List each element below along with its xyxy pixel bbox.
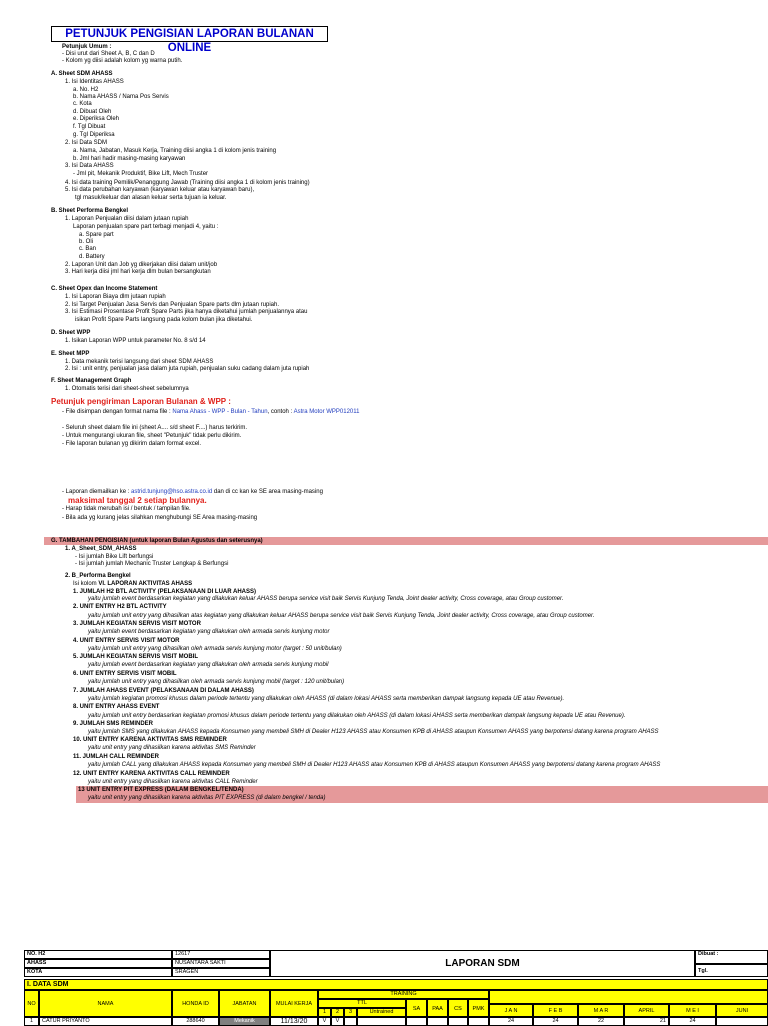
pengiriman-line: - Bila ada yg kurang jelas silahkan menghubungi SE Area masing-masing <box>62 515 258 521</box>
section-a-heading: A. Sheet SDM AHASS <box>51 71 113 77</box>
g-a-heading: 1. A_Sheet_SDM_AHASS <box>65 546 137 552</box>
col-month-apr: APRIL <box>624 1004 669 1017</box>
file-contoh: Astra Motor WPP012011 <box>293 409 360 415</box>
col-t3: 3 <box>344 1008 357 1017</box>
col-untrained: Untrained <box>357 1008 406 1017</box>
row-untrained[interactable] <box>357 1017 406 1026</box>
kota-value[interactable]: SRAGEN <box>172 968 270 977</box>
col-training: TRAINING <box>318 990 489 999</box>
laporan-sdm-table <box>24 950 768 1024</box>
col-month-jan: J A N <box>489 1004 533 1017</box>
row-mulai-kerja[interactable]: 11/13/20 <box>270 1017 318 1026</box>
section-a-line: - Jml pit, Mekanik Produktif, Bike Lift, Mech Truster <box>73 171 209 177</box>
section-b-line: 3. Hari kerja diisi jml hari kerja dlm bulan bersangkutan <box>65 269 211 275</box>
file-format-pattern: Nama Ahass - WPP - Bulan - Tahun <box>172 409 268 415</box>
activity-item-desc: yaitu jumlah SMS yang dilakukan AHASS kepada Konsumen yang membeli SMH di Dealer H123 AHASS atau Konsumen KPB di AHASS ataupun Konsumen AHASS yang berpotensi datang karena program AHASS <box>88 729 659 735</box>
g-b-intro-bold: VI. LAPORAN AKTIVITAS AHASS <box>98 581 193 587</box>
file-format-line <box>62 409 360 416</box>
col-nama: NAMA <box>39 990 172 1017</box>
row-month-juni[interactable] <box>716 1017 768 1026</box>
section-a-line: 4. Isi data training Pemilik/Penanggung Jawab (Training diisi angka 1 di kolom jenis training) <box>65 180 310 186</box>
section-c-line: isikan Profit Spare Parts langsung pada kolom bulan jika diketahui. <box>75 317 253 323</box>
row-t1[interactable]: V <box>318 1017 331 1026</box>
pengiriman-heading: Petunjuk pengiriman Laporan Bulanan & WPP : <box>51 397 231 406</box>
no-h2-value[interactable]: 12617 <box>172 950 270 959</box>
col-mulai-kerja: MULAI KERJA <box>270 990 318 1017</box>
row-t3[interactable] <box>344 1017 357 1026</box>
col-paa: PAA <box>427 999 448 1017</box>
report-title: LAPORAN SDM <box>445 958 520 969</box>
section-a-line: f. Tgl Dibuat <box>73 124 106 130</box>
section-data-sdm: I. DATA SDM <box>24 979 768 990</box>
activity-item-desc: yaitu jumlah unit entry yang dihasilkan atas kegiatan yang dilakukan keluar AHASS berupa service visit baik Servis Kunjung Tenda, Joint dealer activity, Cross coverage, atau Group customer. <box>88 613 595 619</box>
page-title: PETUNJUK PENGISIAN LAPORAN BULANAN ONLINE <box>51 26 328 42</box>
col-sa: SA <box>406 999 427 1017</box>
activity-item-desc: yaitu jumlah unit entry yang dihasilkan oleh armada servis kunjung mobil (target : 120 unit/bulan) <box>88 679 345 685</box>
pengiriman-line: - Untuk mengurangi ukuran file, sheet "Petunjuk" tidak perlu dikirim. <box>62 433 242 439</box>
activity-item-desc: yaitu unit entry yang dihasilkan karena aktivitas SMS Reminder <box>88 745 256 751</box>
section-b-line: a. Spare part <box>79 232 114 238</box>
col-ttl: TTL <box>318 999 406 1008</box>
section-f-line: 1. Otomatis terisi dari sheet-sheet sebelumnya <box>65 386 189 392</box>
activity-item-desc: yaitu unit entry yang dihasilkan karena aktivitas CALL Reminder <box>88 779 258 785</box>
section-b-line: Laporan penjualan spare part terbagi menjadi 4, yaitu : <box>73 224 219 230</box>
col-month-feb: F E B <box>533 1004 578 1017</box>
activity-item-desc: yaitu jumlah kegiatan promosi khusus dalam periode tertentu yang dilakukan oleh AHASS (di dalam lokasi AHASS serta memberikan dampak langsung kepada UE atau Revenue). <box>88 696 565 702</box>
umum-line: - Disi urut dari Sheet A, B, C dan D <box>62 51 155 57</box>
activity-item-heading: 6. UNIT ENTRY SERVIS VISIT MOBIL <box>73 671 177 677</box>
pengiriman-line: - File laporan bulanan yg dikirim dalam format excel. <box>62 441 202 447</box>
section-b-heading: B. Sheet Performa Bengkel <box>51 208 129 214</box>
col-month-juni: JUNI <box>716 1004 768 1017</box>
g-a-line: - Isi jumlah jumlah Mechanic Truster Lengkap & Berfungsi <box>75 561 229 567</box>
file-format-prefix: - File disimpan dengan format nama file : <box>62 409 173 415</box>
jumlah-hadir-header <box>489 990 768 1004</box>
activity-item-heading: 3. JUMLAH KEGIATAN SERVIS VISIT MOTOR <box>73 621 201 627</box>
row-jabatan[interactable]: Mekanik <box>219 1017 270 1026</box>
col-honda-id: HONDA ID <box>172 990 219 1017</box>
activity-item-desc: yaitu jumlah unit entry berdasarkan kegiatan promosi khusus dalam periode tertentu yang dilakukan oleh AHASS (di dalam lokasi AHASS serta memberikan dampak langsung kepada UE atau Revenue). <box>88 713 626 719</box>
activity-item-heading: 2. UNIT ENTRY H2 BTL ACTIVITY <box>73 604 167 610</box>
g-a-line: - Isi jumlah Bike Lift berfungsi <box>75 554 154 560</box>
section-e-heading: E. Sheet MPP <box>51 351 90 357</box>
section-d-heading: D. Sheet WPP <box>51 330 91 336</box>
col-jabatan: JABATAN <box>219 990 270 1017</box>
section-b-line: d. Battery <box>79 254 105 260</box>
kota-label: KOTA <box>24 968 172 977</box>
activity-item-desc: yaitu jumlah event berdasarkan kegiatan yang dilakukan oleh armada servis kunjung motor <box>88 629 330 635</box>
pengiriman-line: - Harap tidak merubah isi / bentuk / tampilan file. <box>62 506 191 512</box>
umum-heading: Petunjuk Umum : <box>62 44 112 50</box>
no-h2-label: NO. H2 <box>24 950 172 959</box>
email-suffix: dan di cc kan ke SE area masing-masing <box>212 489 323 495</box>
section-a-line: d. Dibuat Oleh <box>73 109 112 115</box>
activity-item-heading: 12. UNIT ENTRY KARENA AKTIVITAS CALL REMINDER <box>73 771 230 777</box>
activity-item-heading: 1. JUMLAH H2 BTL ACTIVITY (PELAKSANAAN DI LUAR AHASS) <box>73 589 257 595</box>
section-a-line: g. Tgl Diperiksa <box>73 132 115 138</box>
tgl-label: Tgl. <box>695 964 768 977</box>
activity-item-heading: 7. JUMLAH AHASS EVENT (PELAKSANAAN DI DALAM AHASS) <box>73 688 254 694</box>
umum-line: - Kolom yg diisi adalah kolom yg warna putih. <box>62 58 183 64</box>
section-a-line: b. Nama AHASS / Nama Pos Servis <box>73 94 169 100</box>
g-b-heading: 2. B_Performa Bengkel <box>65 573 131 579</box>
activity-item-desc: yaitu jumlah unit entry yang dihasilkan oleh armada servis kunjung motor (target : 50 unit/bulan) <box>88 646 342 652</box>
activity-item-desc: yaitu jumlah CALL yang dilakukan AHASS kepada Konsumen yang membeli SMH di Dealer H123 AHASS atau Konsumen KPB di AHASS ataupun Konsumen AHASS yang berpotensi datang karena program AHASS <box>88 762 661 768</box>
email-line <box>62 489 323 496</box>
row-sa[interactable] <box>406 1017 427 1026</box>
section-a-line: 3. Isi Data AHASS <box>65 163 114 169</box>
deadline-text: maksimal tanggal 2 setiap bulannya. <box>68 496 207 505</box>
activity-item-desc: yaitu unit entry yang dihasilkan karena aktivitas PIT EXPRESS (di dalam bengkel / tenda) <box>88 795 326 801</box>
section-e-line: 1. Data mekanik terisi langsung dari sheet SDM AHASS <box>65 359 214 365</box>
section-a-line: a. No. H2 <box>73 87 99 93</box>
section-b-line: b. Oli <box>79 239 94 245</box>
section-a-line: c. Kota <box>73 101 92 107</box>
activity-item-heading: 11. JUMLAH CALL REMINDER <box>73 754 159 760</box>
section-c-line: 3. Isi Estimasi Prosentase Profit Spare Parts jika hanya diketahui jumlah penjualannya atau <box>65 309 308 315</box>
section-a-line: 2. Isi Data SDM <box>65 140 108 146</box>
email-prefix: - Laporan diemailkan ke : <box>62 489 132 495</box>
ahass-label: AHASS <box>24 959 172 968</box>
activity-item-heading: 9. JUMLAH SMS REMINDER <box>73 721 154 727</box>
activity-item-heading: 10. UNIT ENTRY KARENA AKTIVITAS SMS REMINDER <box>73 737 227 743</box>
section-c-line: 2. Isi Target Penjualan Jasa Servis dan Penjualan Spare parts dlm jutaan rupiah. <box>65 302 280 308</box>
activity-item-heading: 8. UNIT ENTRY AHASS EVENT <box>73 704 160 710</box>
section-f-heading: F. Sheet Management Graph <box>51 378 132 384</box>
row-nama[interactable]: CATUR PRIYANTO <box>39 1017 172 1026</box>
section-g-heading: G. TAMBAHAN PENGISIAN (untuk laporan Bulan Agustus dan seterusnya) <box>51 538 263 544</box>
section-e-line: 2. Isi : unit entry, penjualan jasa dalam juta rupiah, penjualan suku cadang dalam juta rupiah <box>65 366 310 372</box>
col-t1: 1 <box>318 1008 331 1017</box>
section-a-line: a. Nama, Jabatan, Masuk Kerja, Training diisi angka 1 di kolom jenis training <box>73 148 277 154</box>
activity-item-desc: yaitu jumlah event berdasarkan kegiatan yang dilakukan keluar AHASS berupa service visit baik Servis Kunjung Tenda, Joint dealer activity, Cross coverage, atau Group customer. <box>88 596 564 602</box>
section-d-line: 1. Isikan Laporan WPP untuk parameter No. 8 s/d 14 <box>65 338 206 344</box>
row-month-apr[interactable]: 21 <box>624 1017 669 1026</box>
col-t2: 2 <box>331 1008 344 1017</box>
section-c-heading: C. Sheet Opex dan Income Statement <box>51 286 158 292</box>
row-t2[interactable]: V <box>331 1017 344 1026</box>
col-pmk: PMK <box>468 999 489 1017</box>
dibuat-label: Dibuat : <box>695 950 768 964</box>
activity-item-heading: 4. UNIT ENTRY SERVIS VISIT MOTOR <box>73 638 180 644</box>
section-a-line: b. Jml hari hadir masing-masing karyawan <box>73 156 186 162</box>
activity-item-desc: yaitu jumlah event berdasarkan kegiatan yang dilakukan oleh armada servis kunjung mobil <box>88 662 329 668</box>
row-month-mei[interactable]: 24 <box>669 1017 716 1026</box>
activity-item-heading: 5. JUMLAH KEGIATAN SERVIS VISIT MOBIL <box>73 654 199 660</box>
row-no: 1 <box>24 1017 39 1026</box>
section-a-line: tgl masuk/keluar dan alasan keluar serta tujuan ia keluar. <box>75 195 227 201</box>
section-b-line: 2. Laporan Unit dan Job yg dikerjakan diisi dalam unit/job <box>65 262 218 268</box>
row-honda-id[interactable]: 288640 <box>172 1017 219 1026</box>
row-paa[interactable] <box>427 1017 448 1026</box>
section-c-line: 1. Isi Laporan Biaya dlm jutaan rupiah <box>65 294 166 300</box>
row-cs[interactable] <box>448 1017 468 1026</box>
g-b-intro-prefix: Isi kolom <box>73 581 99 587</box>
g-b-intro <box>73 581 192 588</box>
row-pmk[interactable] <box>468 1017 489 1026</box>
pengiriman-line: - Seluruh sheet dalam file ini (sheet A.... s/d sheet F....) harus terkirim. <box>62 425 248 431</box>
row-month-jan[interactable]: 24 <box>489 1017 533 1026</box>
section-a-line: 5. Isi data perubahan karyawan (karyawan keluar atau karyawan baru), <box>65 187 255 193</box>
col-month-mei: M E I <box>669 1004 716 1017</box>
row-month-mar[interactable]: 22 <box>578 1017 624 1026</box>
col-month-mar: M A R <box>578 1004 624 1017</box>
section-a-line: 1. Isi Identitas AHASS <box>65 79 124 85</box>
section-b-line: 1. Laporan Penjualan diisi dalam jutaan rupiah <box>65 216 189 222</box>
file-contoh-label: , contoh : <box>267 409 294 415</box>
email-link[interactable]: astrid.tunjung@hso.astra.co.id <box>131 489 213 495</box>
section-a-line: e. Diperiksa Oleh <box>73 116 120 122</box>
col-cs: CS <box>448 999 468 1017</box>
section-b-line: c. Ban <box>79 246 97 252</box>
activity-item-heading: 13 UNIT ENTRY PIT EXPRESS (DALAM BENGKEL/TENDA) <box>78 787 244 793</box>
ahass-value[interactable]: NUSANTARA SAKTI <box>172 959 270 968</box>
row-month-feb[interactable]: 24 <box>533 1017 578 1026</box>
col-no: NO <box>24 990 39 1017</box>
